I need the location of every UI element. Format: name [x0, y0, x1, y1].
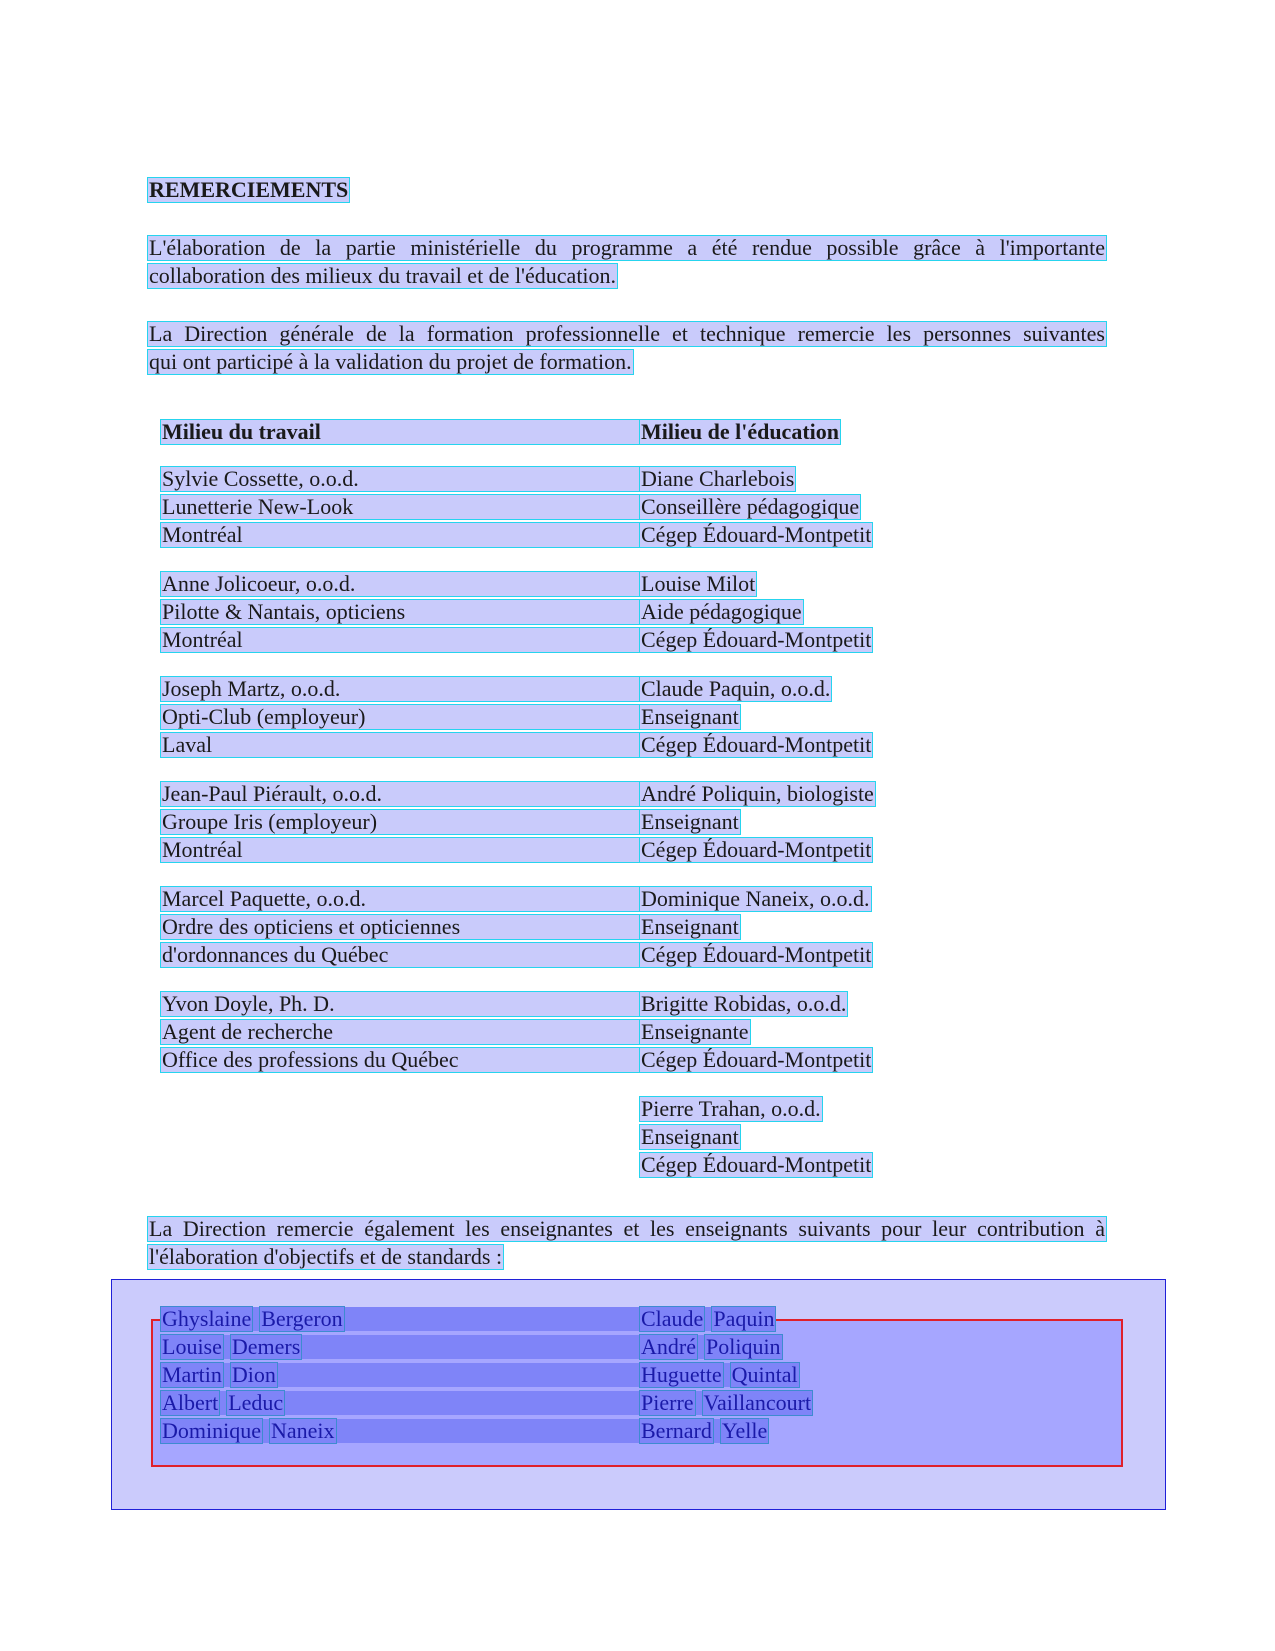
work-contributor-2-line-3: Montréal	[161, 628, 643, 652]
teacher-right-row-5	[640, 1419, 768, 1443]
education-contributor-3-line-2: Enseignant	[641, 704, 739, 729]
education-contributor-7-line-1: Pierre Trahan, o.o.d.	[641, 1096, 821, 1121]
work-contributor-5-line-2: Ordre des opticiens et opticiennes	[161, 915, 643, 939]
education-contributor-6-line-2: Enseignante	[641, 1019, 749, 1044]
teacher-right-row-4	[640, 1391, 812, 1415]
teacher-last-name: Poliquin	[705, 1334, 781, 1359]
teacher-left-row-5	[161, 1419, 639, 1443]
teacher-left-row-2	[161, 1335, 639, 1359]
teacher-last-name: Paquin	[713, 1306, 775, 1331]
education-contributor-7-line-3: Cégep Édouard-Montpetit	[641, 1152, 872, 1177]
intro-paragraph-line-1: L'élaboration de la partie ministérielle du programme a été rendue possible grâce à l'importante	[149, 235, 1105, 260]
thanks-paragraph-line-2: qui ont participé à la validation du projet de formation.	[149, 349, 632, 374]
education-contributor-3-line-3: Cégep Édouard-Montpetit	[641, 732, 872, 757]
work-contributor-3-line-1: Joseph Martz, o.o.d.	[161, 677, 643, 701]
teacher-last-name: Yelle	[721, 1418, 768, 1443]
teacher-last-name: Quintal	[731, 1362, 798, 1387]
teacher-left-row-1	[161, 1307, 639, 1331]
teacher-first-name: Ghyslaine	[162, 1306, 252, 1331]
teacher-first-name: Huguette	[641, 1362, 722, 1387]
work-contributor-2-line-1: Anne Jolicoeur, o.o.d.	[161, 572, 643, 596]
teacher-last-name: Leduc	[228, 1390, 284, 1415]
education-contributor-5-line-3: Cégep Édouard-Montpetit	[641, 942, 872, 967]
work-contributor-3-line-2: Opti-Club (employeur)	[161, 705, 643, 729]
education-contributor-2-line-3: Cégep Édouard-Montpetit	[641, 627, 872, 652]
education-contributor-6-line-1: Brigitte Robidas, o.o.d.	[641, 991, 847, 1016]
work-contributor-6-line-3: Office des professions du Québec	[161, 1048, 643, 1072]
thanks-paragraph-line-1: La Direction générale de la formation professionnelle et technique remercie les personnes suivantes	[149, 321, 1105, 346]
work-contributor-4-line-3: Montréal	[161, 838, 643, 862]
teacher-first-name: Martin	[162, 1362, 222, 1387]
education-contributor-4-line-2: Enseignant	[641, 809, 739, 834]
education-contributor-2-line-1: Louise Milot	[641, 571, 756, 596]
teacher-last-name: Vaillancourt	[703, 1390, 812, 1415]
page-title: REMERCIEMENTS	[149, 177, 349, 202]
column-heading-education: Milieu de l'éducation	[641, 419, 839, 444]
teacher-right-row-1	[640, 1307, 775, 1331]
education-contributor-5-line-1: Dominique Naneix, o.o.d.	[641, 886, 870, 911]
education-contributor-5-line-2: Enseignant	[641, 914, 739, 939]
teacher-last-name: Demers	[231, 1334, 301, 1359]
teacher-first-name: Bernard	[641, 1418, 712, 1443]
work-contributor-5-line-3: d'ordonnances du Québec	[161, 943, 643, 967]
work-contributor-6-line-2: Agent de recherche	[161, 1020, 643, 1044]
teacher-first-name: Louise	[162, 1334, 222, 1359]
education-contributor-1-line-3: Cégep Édouard-Montpetit	[641, 522, 872, 547]
work-contributor-4-line-1: Jean-Paul Piérault, o.o.d.	[161, 782, 643, 806]
teacher-last-name: Dion	[231, 1362, 276, 1387]
work-contributor-1-line-1: Sylvie Cossette, o.o.d.	[161, 467, 643, 491]
teacher-first-name: Claude	[641, 1306, 704, 1331]
teacher-first-name: Albert	[162, 1390, 219, 1415]
work-contributor-5-line-1: Marcel Paquette, o.o.d.	[161, 887, 643, 911]
teacher-first-name: Pierre	[641, 1390, 694, 1415]
teacher-last-name: Bergeron	[261, 1306, 343, 1331]
teachers-paragraph-line-1: La Direction remercie également les enseignantes et les enseignants suivants pour leur contribution à	[149, 1216, 1105, 1241]
education-contributor-4-line-3: Cégep Édouard-Montpetit	[641, 837, 872, 862]
intro-paragraph-line-2: collaboration des milieux du travail et de l'éducation.	[149, 263, 617, 288]
education-contributor-4-line-1: André Poliquin, biologiste	[641, 781, 874, 806]
education-contributor-6-line-3: Cégep Édouard-Montpetit	[641, 1047, 872, 1072]
teacher-left-row-3	[161, 1363, 639, 1387]
work-contributor-1-line-3: Montréal	[161, 523, 643, 547]
education-contributor-1-line-1: Diane Charlebois	[641, 466, 795, 491]
teachers-paragraph-line-2: l'élaboration d'objectifs et de standards :	[149, 1244, 503, 1269]
education-contributor-1-line-2: Conseillère pédagogique	[641, 494, 860, 519]
teacher-right-row-2	[640, 1335, 782, 1359]
work-contributor-1-line-2: Lunetterie New-Look	[161, 495, 643, 519]
column-heading-work: Milieu du travail	[161, 420, 643, 444]
teacher-right-row-3	[640, 1363, 799, 1387]
work-contributor-2-line-2: Pilotte & Nantais, opticiens	[161, 600, 643, 624]
teacher-first-name: André	[641, 1334, 696, 1359]
education-contributor-3-line-1: Claude Paquin, o.o.d.	[641, 676, 831, 701]
teacher-left-row-4	[161, 1391, 639, 1415]
teacher-last-name: Naneix	[271, 1418, 335, 1443]
education-contributor-2-line-2: Aide pédagogique	[641, 599, 802, 624]
work-contributor-4-line-2: Groupe Iris (employeur)	[161, 810, 643, 834]
work-contributor-3-line-3: Laval	[161, 733, 643, 757]
teacher-first-name: Dominique	[162, 1418, 261, 1443]
work-contributor-6-line-1: Yvon Doyle, Ph. D.	[161, 992, 643, 1016]
education-contributor-7-line-2: Enseignant	[641, 1124, 739, 1149]
